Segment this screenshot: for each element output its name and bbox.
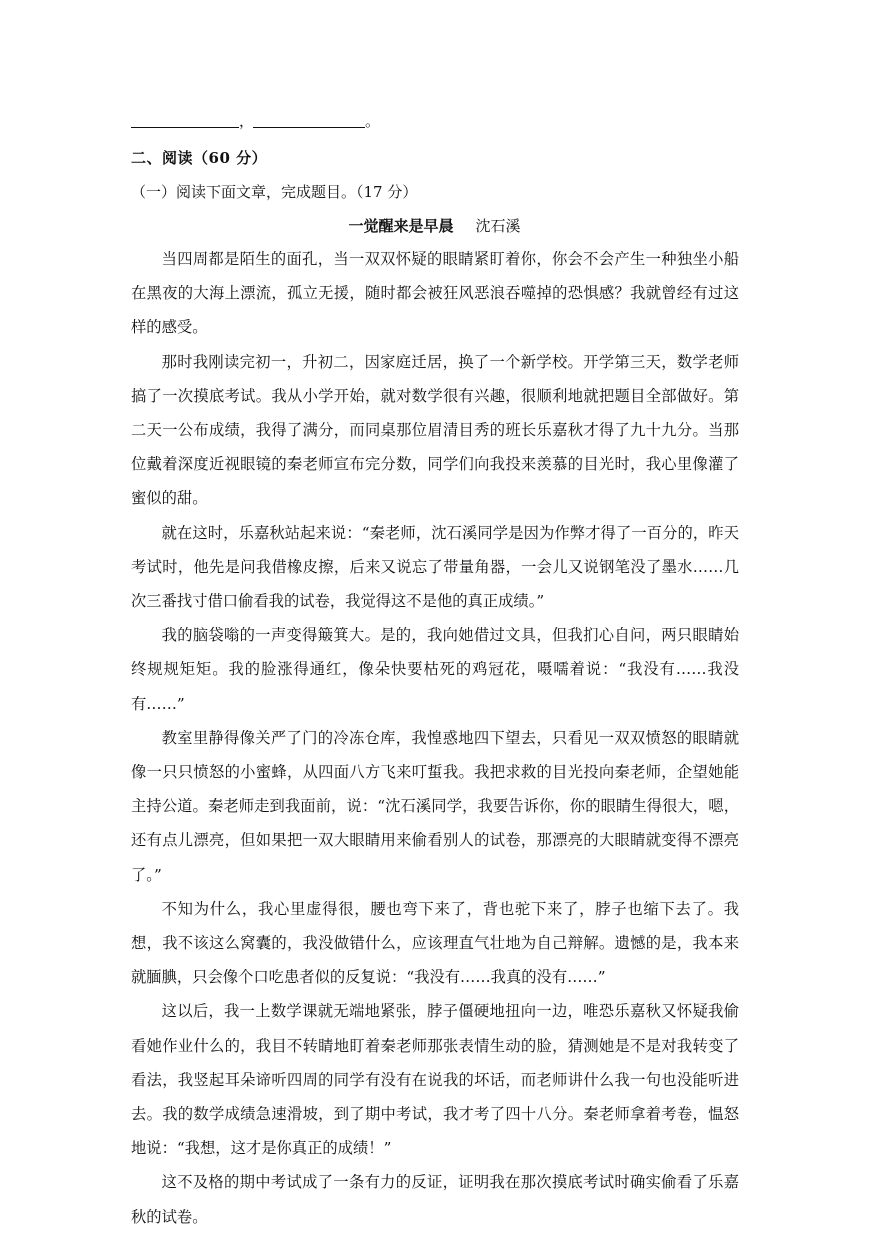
article-paragraph: 这不及格的期中考试成了一条有力的反证，证明我在那次摸底考试时确实偷看了乐嘉秋的试卷。	[131, 1173, 739, 1226]
article-paragraph: 教室里静得像关严了门的冷冻仓库，我惶惑地四下望去，只看见一双双愤怒的眼睛就像一只只愤怒的小蜜蜂，从四面八方飞来叮蜇我。我把求救的目光投向秦老师，企望她能主持公道。秦老师走到我面前，说：“沈石溪同学，我要告诉你，你的眼睛生得很大，嗯，还有点儿漂亮，但如果把一双大眼睛用来偷看别人的试卷，那漂亮的大眼睛就变得不漂亮了。”	[131, 728, 739, 884]
section-title: 二、阅读（60 分）	[131, 149, 268, 167]
answer-blank-1[interactable]	[131, 115, 239, 128]
answer-blank-2[interactable]	[253, 115, 365, 128]
article-paragraph: 不知为什么，我心里虚得很，腰也弯下来了，背也驼下来了，脖子也缩下去了。我想，我不该这么窝囊的，我没做错什么，应该理直气壮地为自己辩解。遗憾的是，我本来就腼腆，只会像个口吃患者似的反复说：“我没有……我真的没有……”	[131, 899, 739, 987]
article-paragraph: 我的脑袋嗡的一声变得簸箕大。是的，我向她借过文具，但我扪心自问，两只眼睛始终规规矩矩。我的脸涨得通红，像朵快要枯死的鸡冠花，嗫嚅着说：“我没有……我没有……”	[131, 626, 739, 713]
answer-blank-line	[131, 114, 380, 128]
article-title: 一觉醒来是早晨	[348, 217, 454, 235]
article-paragraph: 当四周都是陌生的面孔，当一双双怀疑的眼睛紧盯着你，你会不会产生一种独坐小船在黑夜的大海上漂流，孤立无援，随时都会被狂风恶浪吞噬掉的恐惧感？我就曾经有过这样的感受。	[131, 250, 739, 337]
article-paragraph: 就在这时，乐嘉秋站起来说：“秦老师，沈石溪同学是因为作弊才得了一百分的，昨天考试时，他先是问我借橡皮擦，后来又说忘了带量角器，一会儿又说钢笔没了墨水……几次三番找寸借口偷看我的试卷，我觉得这不是他的真正成绩。”	[131, 523, 739, 611]
article-body	[131, 242, 739, 1234]
period-mark: 。	[365, 112, 381, 130]
article-paragraph: 这以后，我一上数学课就无端地紧张，脖子僵硬地扭向一边，唯恐乐嘉秋又怀疑我偷看她作业什么的，我目不转睛地盯着秦老师那张表情生动的脸，猜测她是不是对我转变了看法，我竖起耳朵谛听四周的同学有没有在说我的坏话，而老师讲什么我一句也没能听进去。我的数学成绩急速滑坡，到了期中考试，我才考了四十八分。秦老师拿着考卷，愠怒地说：“我想，这才是你真正的成绩！”	[131, 1002, 739, 1158]
article-author: 沈石溪	[475, 217, 521, 235]
article-paragraph: 那时我刚读完初一，升初二，因家庭迁居，换了一个新学校。开学第三天，数学老师搞了一次摸底考试。我从小学开始，就对数学很有兴趣，很顺利地就把题目全部做好。第二天一公布成绩，我得了满分，而同桌那位眉清目秀的班长乐嘉秋才得了九十九分。当那位戴着深度近视眼镜的秦老师宣布完分数，同学们向我投来羡慕的目光时，我心里像灌了蜜似的甜。	[131, 352, 739, 508]
section-subtitle: （一）阅读下面文章，完成题目。（17 分）	[131, 183, 418, 201]
article-heading	[0, 215, 869, 236]
comma-mark: ，	[239, 112, 255, 130]
